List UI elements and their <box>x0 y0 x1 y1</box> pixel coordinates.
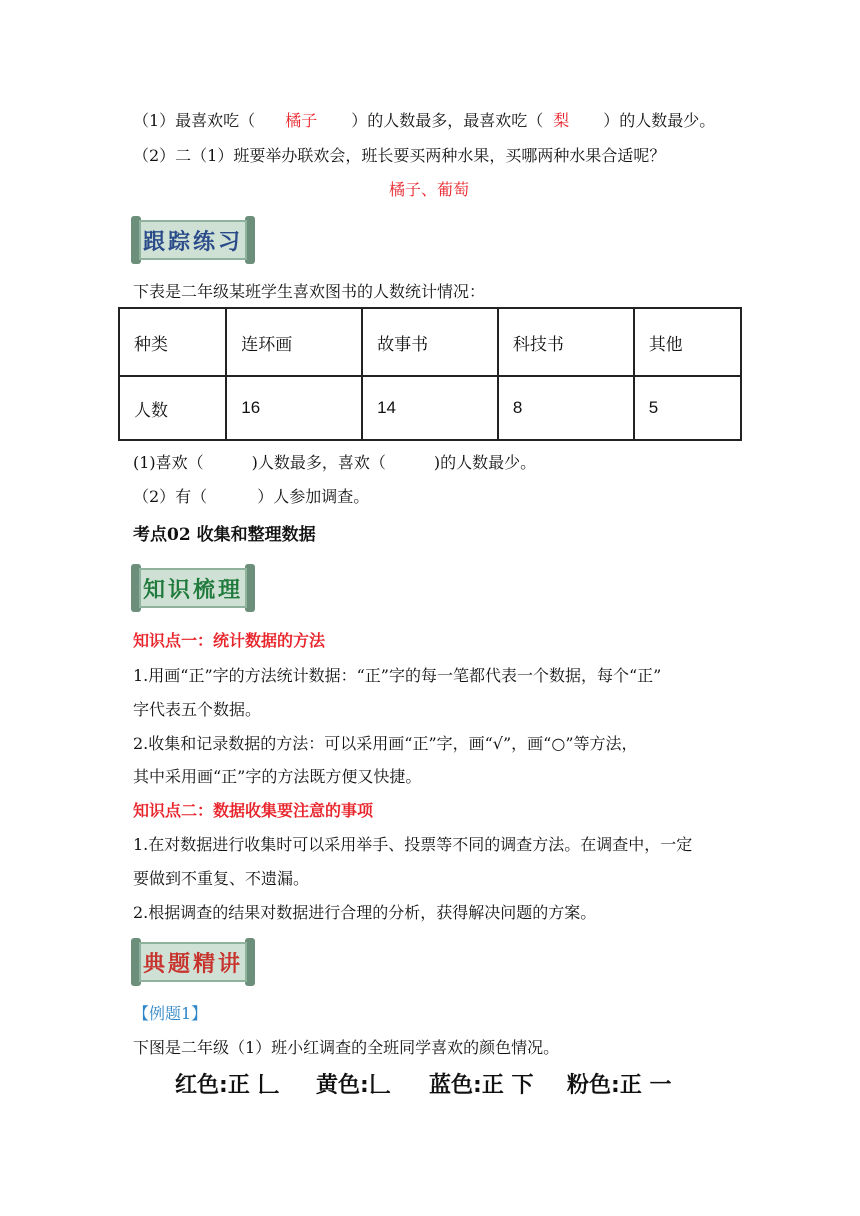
kp2-paragraph-1-line-1: 1.在对数据进行收集时可以采用举手、投票等不同的调查方法。在调查中，一定 <box>133 835 693 854</box>
banner-example: 典题精讲 <box>131 936 255 988</box>
tally-pink: 粉色:正 一 <box>567 1073 672 1098</box>
table-header-cell: 科技书 <box>498 308 634 376</box>
book-stats-table <box>118 307 742 441</box>
kp1-paragraph-1-line-2: 字代表五个数据。 <box>133 700 262 719</box>
answer-most: 橘子 <box>285 111 318 130</box>
table-header-row <box>119 308 741 376</box>
table-header-cell: 种类 <box>119 308 226 376</box>
table-row-label: 人数 <box>119 376 226 440</box>
table-header-cell: 其他 <box>634 308 741 376</box>
practice-question-1: (1)喜欢（ )人数最多，喜欢（ )的人数最少。 <box>133 453 537 472</box>
table-header-cell: 连环画 <box>226 308 362 376</box>
table-cell: 8 <box>498 376 634 440</box>
tally-marks: 𠃊 <box>368 1073 391 1098</box>
kp1-paragraph-2-line-1: 2.收集和记录数据的方法：可以采用画“正”字，画“√”，画“○”等方法， <box>133 734 638 753</box>
tally-blue: 蓝色:正 下 <box>429 1073 534 1098</box>
table-cell: 16 <box>226 376 362 440</box>
knowledge-point-2-title: 知识点二：数据收集要注意的事项 <box>133 801 374 820</box>
question-2: （2）二（1）班要举办联欢会，班长要买两种水果，买哪两种水果合适呢？ <box>133 146 666 165</box>
table-header-cell: 故事书 <box>362 308 498 376</box>
tally-marks: 正 一 <box>619 1073 672 1098</box>
answer-least: 梨 <box>553 111 570 130</box>
table-cell: 14 <box>362 376 498 440</box>
question-1: （1）最喜欢吃（ 橘子 ）的人数最多，最喜欢吃（ 梨 ）的人数最少。 <box>133 111 716 130</box>
example-label: 【例题1】 <box>133 1004 208 1023</box>
banner-knowledge: 知识梳理 <box>131 562 255 614</box>
tally-marks: 正 下 <box>481 1073 534 1098</box>
answer-2: 橘子、葡萄 <box>389 180 470 199</box>
section-title: 考点02 收集和整理数据 <box>133 525 316 545</box>
table-row <box>119 376 741 440</box>
tally-marks: 正 𠃊 <box>227 1073 280 1098</box>
practice-intro: 下表是二年级某班学生喜欢图书的人数统计情况： <box>133 282 486 301</box>
kp1-paragraph-2-line-2: 其中采用画“正”字的方法既方便又快捷。 <box>133 767 422 786</box>
practice-question-2: （2）有（ ）人参加调查。 <box>133 487 370 506</box>
kp1-paragraph-1-line-1: 1.用画“正”字的方法统计数据：“正”字的每一笔都代表一个数据，每个“正” <box>133 666 662 685</box>
example-text: 下图是二年级（1）班小红调查的全班同学喜欢的颜色情况。 <box>133 1038 560 1057</box>
tally-red: 红色:正 𠃊 <box>175 1073 280 1098</box>
table-cell: 5 <box>634 376 741 440</box>
banner-practice: 跟踪练习 <box>131 214 255 266</box>
knowledge-point-1-title: 知识点一：统计数据的方法 <box>133 631 326 650</box>
tally-yellow: 黄色:𠃊 <box>316 1073 391 1098</box>
kp2-paragraph-2: 2.根据调查的结果对数据进行合理的分析，获得解决问题的方案。 <box>133 903 597 922</box>
kp2-paragraph-1-line-2: 要做到不重复、不遗漏。 <box>133 869 310 888</box>
